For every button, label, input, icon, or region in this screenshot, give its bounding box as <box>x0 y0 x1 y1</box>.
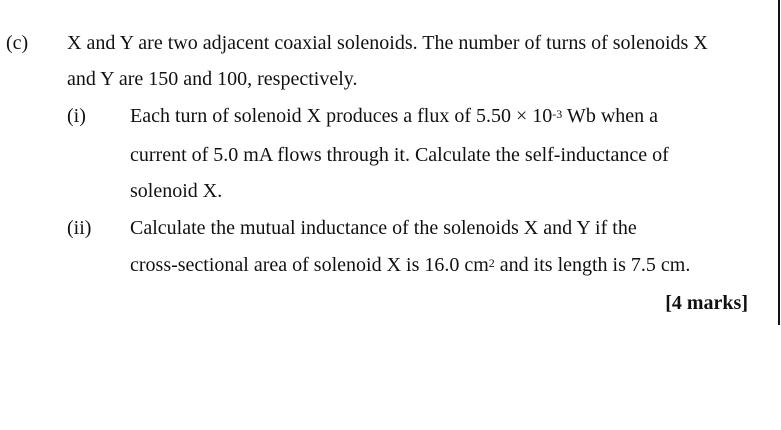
marks-label: [4 marks] <box>665 292 748 314</box>
subpart-i-line-1-tail: Wb when a <box>562 105 659 127</box>
subpart-ii-line-2-text: cross-sectional area of solenoid X is 16.0 cm <box>130 254 489 276</box>
subpart-i-line-1-text: Each turn of solenoid X produces a flux of 5.50 × 10 <box>130 105 553 127</box>
flux-exponent: -3 <box>552 107 563 121</box>
subpart-i-label: (i) <box>67 105 86 127</box>
area-exponent: 2 <box>488 256 495 270</box>
subpart-ii-line-2-tail: and its length is 7.5 cm. <box>494 254 691 276</box>
subpart-i-line-3: solenoid X. <box>130 180 223 202</box>
right-margin-rule <box>778 0 780 325</box>
subpart-ii-label: (ii) <box>67 217 92 239</box>
part-label: (c) <box>6 32 29 54</box>
intro-line-2: and Y are 150 and 100, respectively. <box>67 68 358 90</box>
intro-line-1: X and Y are two adjacent coaxial solenoids. The number of turns of solenoids X <box>67 32 708 54</box>
subpart-ii-line-2 <box>130 253 690 277</box>
subpart-i-line-2: current of 5.0 mA flows through it. Calculate the self-inductance of <box>130 144 669 166</box>
subpart-ii-line-1: Calculate the mutual inductance of the solenoids X and Y if the <box>130 217 637 239</box>
subpart-i-line-1 <box>130 104 658 128</box>
